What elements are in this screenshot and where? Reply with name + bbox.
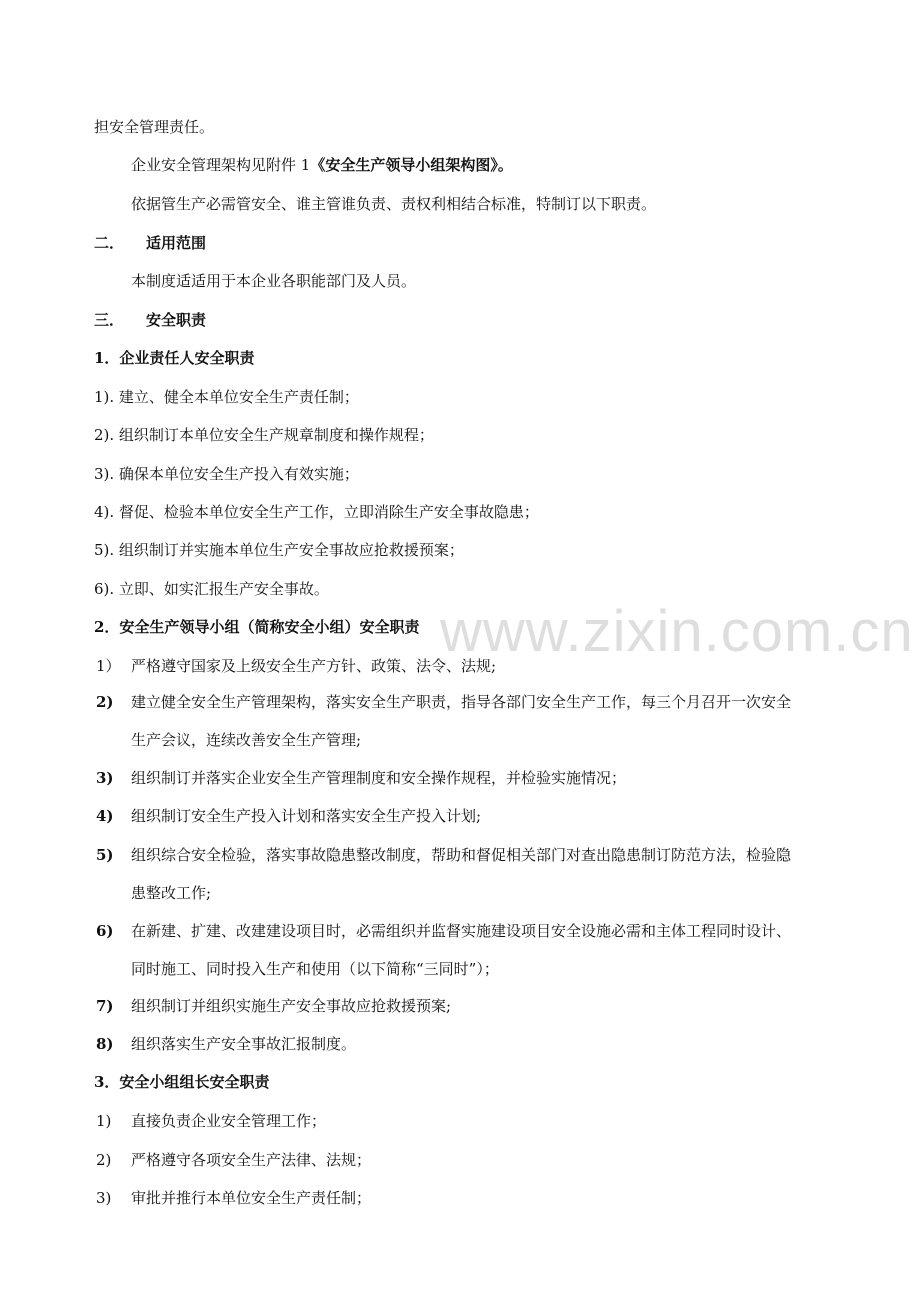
- list-item-number: 3): [96, 1189, 112, 1207]
- list-item-number: 1）: [96, 657, 121, 675]
- list-item-continuation: 生产会议，连续改善安全生产管理;: [131, 731, 362, 749]
- list-item: 严格遵守国家及上级安全生产方针、政策、法令、法规;: [131, 657, 497, 675]
- list-item: 在新建、扩建、改建建设项目时，必需组织并监督实施建设项目安全设施必需和主体工程同时设计、: [131, 922, 792, 940]
- list-item: 审批并推行本单位安全生产责任制；: [131, 1189, 372, 1207]
- duty-2-heading: 2．安全生产领导小组（简称安全小组）安全职责: [94, 618, 420, 636]
- intro-line-2: [131, 155, 513, 175]
- section-2-body: 本制度适适用于本企业各职能部门及人员。: [131, 272, 417, 290]
- list-item-number: 5): [96, 846, 114, 864]
- list-item-number: 1): [96, 1112, 112, 1130]
- list-item: 2). 组织制订本单位安全生产规章制度和操作规程；: [94, 426, 434, 444]
- list-item: 组织落实生产安全事故汇报制度。: [131, 1035, 357, 1053]
- list-item: 组织制订并组织实施生产安全事故应抢救援预案;: [131, 997, 452, 1015]
- list-item: 直接负责企业安全管理工作；: [131, 1112, 327, 1130]
- intro-line-1: 担安全管理责任。: [94, 118, 215, 136]
- section-3-title: 安全职责: [146, 311, 207, 329]
- list-item: 建立健全安全生产管理架构，落实安全生产职责，指导各部门安全生产工作，每三个月召开一次安全: [131, 693, 792, 711]
- list-item: 组织制订安全生产投入计划和落实安全生产投入计划;: [131, 807, 482, 825]
- section-2-number: 二．: [94, 234, 125, 252]
- list-item: 严格遵守各项安全生产法律、法规；: [131, 1151, 372, 1169]
- watermark: www.zixin.com.cn: [440, 599, 914, 664]
- list-item-number: 3): [96, 769, 114, 787]
- list-item-number: 2): [96, 693, 114, 711]
- list-item: 6). 立即、如实汇报生产安全事故。: [94, 580, 329, 598]
- list-item-number: 8): [96, 1035, 114, 1053]
- list-item: 3). 确保本单位安全生产投入有效实施；: [94, 465, 359, 483]
- duty-3-heading: 3．安全小组组长安全职责: [94, 1073, 270, 1091]
- list-item-number: 7): [96, 997, 114, 1015]
- list-item: 1). 建立、健全本单位安全生产责任制；: [94, 388, 359, 406]
- list-item: 5). 组织制订并实施本单位生产安全事故应抢救援预案；: [94, 541, 464, 559]
- list-item-continuation: 患整改工作;: [131, 884, 212, 902]
- section-2-title: 适用范围: [146, 234, 207, 252]
- list-item-number: 2): [96, 1151, 112, 1169]
- list-item: 组织制订并落实企业安全生产管理制度和安全操作规程，并检验实施情况；: [131, 769, 627, 787]
- section-3-heading: [94, 310, 206, 330]
- intro-line-3: 依据管生产必需管安全、谁主管谁负责、责权利相结合标准，特制订以下职责。: [131, 195, 657, 213]
- list-item-number: 6): [96, 922, 114, 940]
- duty-1-heading: 1．企业责任人安全职责: [94, 349, 255, 367]
- intro-line-2-text: 企业安全管理架构见附件 1: [131, 156, 311, 174]
- list-item: 组织综合安全检验，落实事故隐患整改制度，帮助和督促相关部门对查出隐患制订防范方法，检验隐: [131, 846, 792, 864]
- list-item-continuation: 同时施工、同时投入生产和使用（以下简称“三同时”）；: [131, 960, 499, 978]
- section-2-heading: [94, 233, 206, 253]
- list-item: 4). 督促、检验本单位安全生产工作，立即消除生产安全事故隐患；: [94, 503, 539, 521]
- section-3-number: 三．: [94, 311, 125, 329]
- org-chart-reference: 《安全生产领导小组架构图》。: [310, 156, 513, 174]
- list-item-number: 4): [96, 807, 114, 825]
